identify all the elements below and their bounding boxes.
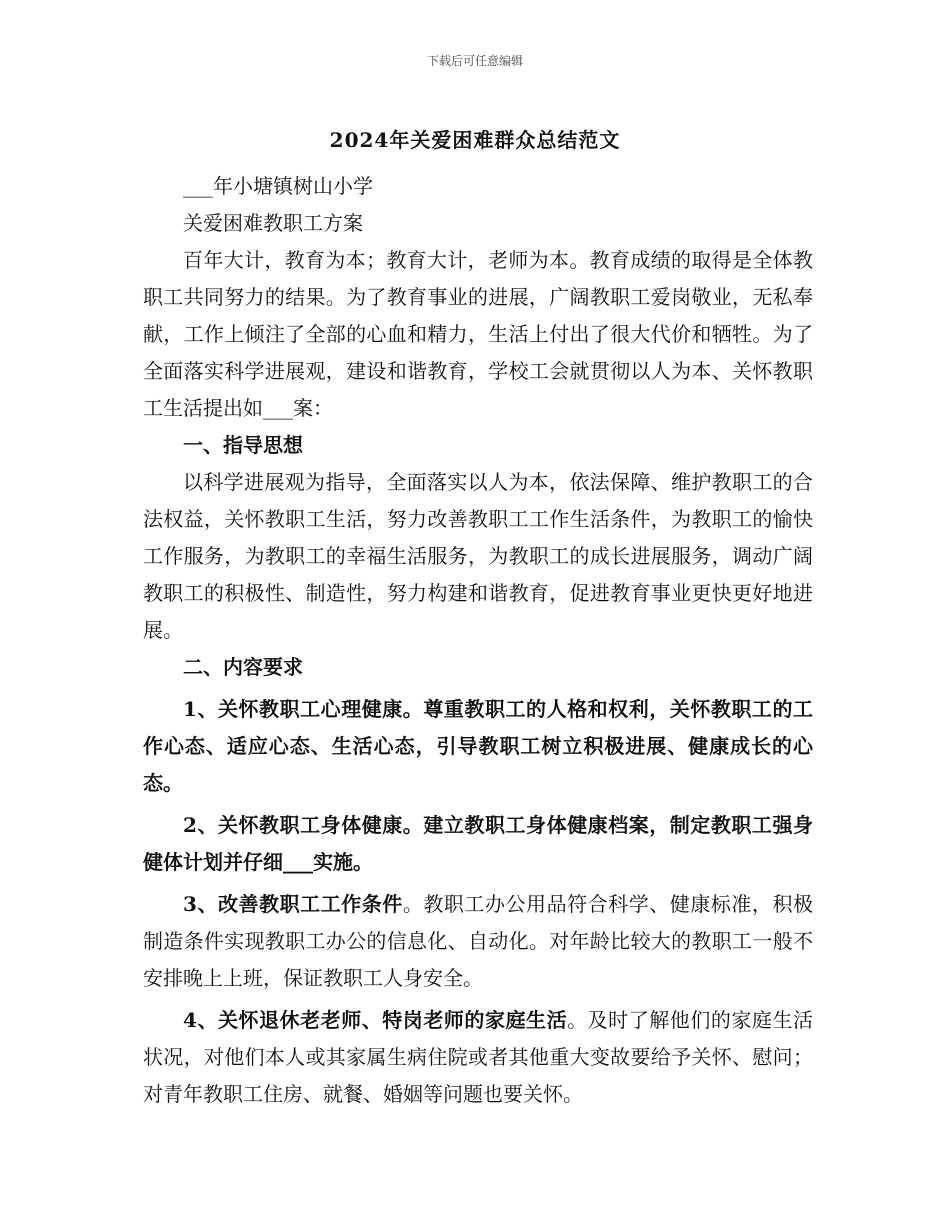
requirement-item-4-lead: 4、关怀退休老老师、特岗老师的家庭生活 xyxy=(183,1008,568,1032)
requirement-item-3-lead: 3、改善教职工工作条件 xyxy=(183,892,403,916)
guiding-thought-paragraph: 以科学进展观为指导，全面落实以人为本，依法保障、维护教职工的合法权益，关怀教职工生活，努力改善教职工工作生活条件，为教职工的愉快工作服务，为教职工的幸福生活服务，为教职工的成长进展服务，调动广阔教职工的积极性、制造性，努力构建和谐教育，促进教育事业更快更好地进展。 xyxy=(143,470,813,642)
section-heading-guiding-thought: 一、指导思想 xyxy=(183,433,303,457)
document-title: 2024年关爱困难群众总结范文 xyxy=(329,128,621,152)
requirement-item-4-text: 。及时了解他们的家庭生活状况，对他们本人或其家属生病住院或者其他重大变故要给予关怀、慰问；对青年教职工住房、就餐、婚姻等问题也要关怀。 xyxy=(143,1008,814,1106)
section-heading-requirements: 二、内容要求 xyxy=(183,655,303,679)
document-body xyxy=(143,168,813,1113)
school-line: ___年小塘镇树山小学 xyxy=(183,174,373,198)
intro-paragraph: 百年大计，教育为本；教育大计，老师为本。教育成绩的取得是全体教职工共同努力的结果。为了教育事业的进展，广阔教职工爱岗敬业，无私奉献，工作上倾注了全部的心血和精力，生活上付出了很大代价和牺牲。为了全面落实科学进展观，建设和谐教育，学校工会就贯彻以人为本、关怀教职工生活提出如___案： xyxy=(143,248,813,420)
requirement-item-1: 1、关怀教职工心理健康。尊重教职工的人格和权利，关怀教职工的工作心态、适应心态、生活心态，引导教职工树立积极进展、健康成长的心态。 xyxy=(143,697,813,795)
header-note: 下载后可任意编辑 xyxy=(426,54,523,68)
requirement-item-4 xyxy=(143,1002,813,1113)
requirement-item-3-text: 。教职工办公用品符合科学、健康标准，积极制造条件实现教职工办公的信息化、自动化。对年龄比较大的教职工一般不安排晚上上班，保证教职工人身安全。 xyxy=(143,892,813,990)
requirement-item-2: 2、关怀教职工身体健康。建立教职工身体健康档案，制定教职工强身健体计划并仔细___实施。 xyxy=(143,813,813,874)
requirement-item-3 xyxy=(143,886,813,997)
plan-title-line: 关爱困难教职工方案 xyxy=(183,211,363,235)
